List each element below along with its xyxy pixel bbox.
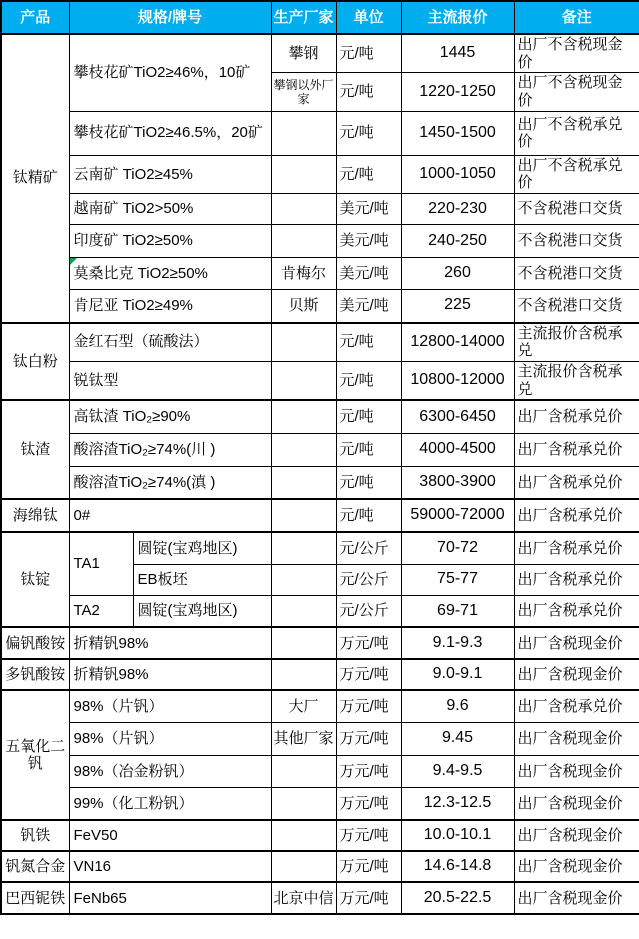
maker-cell: 大厂 <box>271 690 336 722</box>
product-cell: 钒氮合金 <box>1 851 69 882</box>
unit-cell: 元/吨 <box>336 466 401 499</box>
price-cell: 10800-12000 <box>401 362 514 401</box>
maker-cell <box>271 659 336 690</box>
note-cell: 出厂含税承兑价 <box>514 400 639 433</box>
price-cell: 70-72 <box>401 532 514 564</box>
unit-cell: 元/吨 <box>336 155 401 193</box>
spec-grade-cell: TA1 <box>69 532 133 595</box>
header-spec: 规格/牌号 <box>69 1 271 34</box>
maker-cell: 肯梅尔 <box>271 258 336 290</box>
note-cell: 不含税港口交货 <box>514 225 639 258</box>
note-cell: 出厂含税现金价 <box>514 851 639 882</box>
header-maker: 生产厂家 <box>271 1 336 34</box>
table-row <box>1 155 639 193</box>
unit-cell: 元/吨 <box>336 400 401 433</box>
price-cell: 75-77 <box>401 564 514 595</box>
spec-text: 莫桑比克 TiO2≥50% <box>73 264 208 282</box>
spec-cell: 印度矿 TiO2≥50% <box>69 225 271 258</box>
comment-marker-icon <box>70 258 77 265</box>
spec-cell: 98%（冶金粉钒） <box>69 755 271 787</box>
price-cell: 9.6 <box>401 690 514 722</box>
note-cell: 出厂不含税现金价 <box>514 34 639 73</box>
price-cell: 9.1-9.3 <box>401 627 514 659</box>
table-row <box>1 659 639 690</box>
note-cell: 出厂不含税承兑价 <box>514 155 639 193</box>
price-cell: 260 <box>401 258 514 290</box>
price-cell: 1000-1050 <box>401 155 514 193</box>
price-cell: 220-230 <box>401 194 514 225</box>
price-cell: 20.5-22.5 <box>401 882 514 914</box>
spec-cell: 肯尼亚 TiO2≥49% <box>69 290 271 323</box>
price-cell: 59000-72000 <box>401 499 514 532</box>
product-cell: 钛锭 <box>1 532 69 627</box>
unit-cell: 元/公斤 <box>336 564 401 595</box>
note-cell: 出厂含税承兑价 <box>514 499 639 532</box>
maker-cell <box>271 362 336 401</box>
spec-cell: 99%（化工粉钒） <box>69 787 271 820</box>
spec-cell: 云南矿 TiO2≥45% <box>69 155 271 193</box>
table-row <box>1 690 639 722</box>
note-cell: 出厂含税现金价 <box>514 755 639 787</box>
note-cell: 出厂含税承兑价 <box>514 595 639 627</box>
spec-cell: 0# <box>69 499 271 532</box>
price-cell: 240-250 <box>401 225 514 258</box>
unit-cell: 美元/吨 <box>336 258 401 290</box>
note-cell: 出厂含税现金价 <box>514 787 639 820</box>
unit-cell: 元/吨 <box>336 499 401 532</box>
table-row <box>1 499 639 532</box>
product-cell: 偏钒酸铵 <box>1 627 69 659</box>
table-row <box>1 820 639 851</box>
maker-cell <box>271 851 336 882</box>
unit-cell: 元/吨 <box>336 34 401 73</box>
spec-form-cell: 圆锭(宝鸡地区) <box>133 595 271 627</box>
note-cell: 出厂含税现金价 <box>514 820 639 851</box>
product-cell: 海绵钛 <box>1 499 69 532</box>
maker-cell <box>271 755 336 787</box>
note-cell: 出厂含税现金价 <box>514 659 639 690</box>
note-cell: 出厂含税现金价 <box>514 882 639 914</box>
note-cell: 出厂含税现金价 <box>514 722 639 755</box>
maker-cell <box>271 466 336 499</box>
table-row <box>1 400 639 433</box>
note-cell: 出厂含税承兑价 <box>514 690 639 722</box>
unit-cell: 万元/吨 <box>336 659 401 690</box>
price-cell: 10.0-10.1 <box>401 820 514 851</box>
spec-cell: 高钛渣 TiO₂≥90% <box>69 400 271 433</box>
spec-cell: 攀枝花矿TiO2≥46.5%，20矿 <box>69 111 271 155</box>
price-cell: 69-71 <box>401 595 514 627</box>
product-cell: 钛精矿 <box>1 34 69 323</box>
product-cell: 钒铁 <box>1 820 69 851</box>
maker-cell <box>271 595 336 627</box>
header-note: 备注 <box>514 1 639 34</box>
maker-cell <box>271 323 336 362</box>
note-cell: 不含税港口交货 <box>514 290 639 323</box>
table-row <box>1 882 639 914</box>
maker-cell <box>271 499 336 532</box>
unit-cell: 美元/吨 <box>336 194 401 225</box>
header-row <box>1 1 639 34</box>
note-cell: 出厂含税承兑价 <box>514 466 639 499</box>
unit-cell: 元/吨 <box>336 323 401 362</box>
unit-cell: 元/公斤 <box>336 595 401 627</box>
table-row <box>1 290 639 323</box>
maker-cell <box>271 564 336 595</box>
price-cell: 9.0-9.1 <box>401 659 514 690</box>
table-row <box>1 532 639 564</box>
spec-cell: 折精钒98% <box>69 627 271 659</box>
note-cell: 出厂含税承兑价 <box>514 433 639 466</box>
maker-cell <box>271 111 336 155</box>
product-cell: 多钒酸铵 <box>1 659 69 690</box>
note-cell: 出厂含税现金价 <box>514 627 639 659</box>
spec-cell <box>69 258 271 290</box>
product-cell: 巴西铌铁 <box>1 882 69 914</box>
note-cell: 出厂不含税承兑价 <box>514 111 639 155</box>
price-cell: 1220-1250 <box>401 73 514 111</box>
spec-cell: 98%（片钒） <box>69 690 271 722</box>
unit-cell: 美元/吨 <box>336 290 401 323</box>
product-cell: 五氧化二钒 <box>1 690 69 820</box>
spec-cell: 98%（片钒） <box>69 722 271 755</box>
table-row <box>1 466 639 499</box>
spec-form-cell: EB板坯 <box>133 564 271 595</box>
spec-cell: FeNb65 <box>69 882 271 914</box>
note-cell: 出厂含税承兑价 <box>514 532 639 564</box>
price-cell: 12.3-12.5 <box>401 787 514 820</box>
maker-cell: 贝斯 <box>271 290 336 323</box>
table-row <box>1 787 639 820</box>
maker-cell <box>271 225 336 258</box>
note-cell: 出厂含税承兑价 <box>514 564 639 595</box>
unit-cell: 元/吨 <box>336 362 401 401</box>
spec-cell: 酸溶渣TiO₂≥74%(川 ) <box>69 433 271 466</box>
maker-cell <box>271 400 336 433</box>
maker-cell <box>271 155 336 193</box>
price-cell: 4000-4500 <box>401 433 514 466</box>
unit-cell: 万元/吨 <box>336 722 401 755</box>
unit-cell: 元/公斤 <box>336 532 401 564</box>
table-row <box>1 595 639 627</box>
maker-cell: 攀钢以外厂家 <box>271 73 336 111</box>
note-cell: 出厂不含税现金价 <box>514 73 639 111</box>
header-price: 主流报价 <box>401 1 514 34</box>
maker-cell <box>271 787 336 820</box>
product-cell: 钛白粉 <box>1 323 69 401</box>
table-row <box>1 362 639 401</box>
price-cell: 1450-1500 <box>401 111 514 155</box>
table-row <box>1 755 639 787</box>
table-row <box>1 851 639 882</box>
spec-cell: FeV50 <box>69 820 271 851</box>
maker-cell <box>271 194 336 225</box>
table-row <box>1 323 639 362</box>
maker-cell <box>271 532 336 564</box>
unit-cell: 万元/吨 <box>336 820 401 851</box>
unit-cell: 万元/吨 <box>336 787 401 820</box>
price-cell: 3800-3900 <box>401 466 514 499</box>
spec-cell: VN16 <box>69 851 271 882</box>
unit-cell: 万元/吨 <box>336 627 401 659</box>
maker-cell: 北京中信 <box>271 882 336 914</box>
price-cell: 14.6-14.8 <box>401 851 514 882</box>
table-row <box>1 627 639 659</box>
note-cell: 不含税港口交货 <box>514 194 639 225</box>
note-cell: 不含税港口交货 <box>514 258 639 290</box>
note-cell: 主流报价含税承兑 <box>514 323 639 362</box>
table-row <box>1 722 639 755</box>
price-cell: 1445 <box>401 34 514 73</box>
product-cell: 钛渣 <box>1 400 69 499</box>
spec-cell: 攀枝花矿TiO2≥46%，10矿 <box>69 34 271 111</box>
spec-cell: 越南矿 TiO2>50% <box>69 194 271 225</box>
spec-cell: 金红石型（硫酸法） <box>69 323 271 362</box>
unit-cell: 万元/吨 <box>336 882 401 914</box>
price-cell: 225 <box>401 290 514 323</box>
maker-cell <box>271 820 336 851</box>
table-row <box>1 225 639 258</box>
maker-cell: 其他厂家 <box>271 722 336 755</box>
table-row <box>1 194 639 225</box>
unit-cell: 万元/吨 <box>336 690 401 722</box>
table-row <box>1 433 639 466</box>
price-cell: 6300-6450 <box>401 400 514 433</box>
unit-cell: 元/吨 <box>336 111 401 155</box>
unit-cell: 美元/吨 <box>336 225 401 258</box>
maker-cell <box>271 627 336 659</box>
maker-cell: 攀钢 <box>271 34 336 73</box>
unit-cell: 万元/吨 <box>336 851 401 882</box>
table-row <box>1 34 639 73</box>
spec-grade-cell: TA2 <box>69 595 133 627</box>
spec-cell: 酸溶渣TiO₂≥74%(滇 ) <box>69 466 271 499</box>
price-cell: 9.4-9.5 <box>401 755 514 787</box>
unit-cell: 元/吨 <box>336 73 401 111</box>
table-row <box>1 111 639 155</box>
note-cell: 主流报价含税承兑 <box>514 362 639 401</box>
spec-form-cell: 圆锭(宝鸡地区) <box>133 532 271 564</box>
unit-cell: 万元/吨 <box>336 755 401 787</box>
price-cell: 9.45 <box>401 722 514 755</box>
header-product: 产品 <box>1 1 69 34</box>
unit-cell: 元/吨 <box>336 433 401 466</box>
spec-cell: 折精钒98% <box>69 659 271 690</box>
table-row <box>1 258 639 290</box>
header-unit: 单位 <box>336 1 401 34</box>
maker-cell <box>271 433 336 466</box>
spec-cell: 锐钛型 <box>69 362 271 401</box>
price-cell: 12800-14000 <box>401 323 514 362</box>
